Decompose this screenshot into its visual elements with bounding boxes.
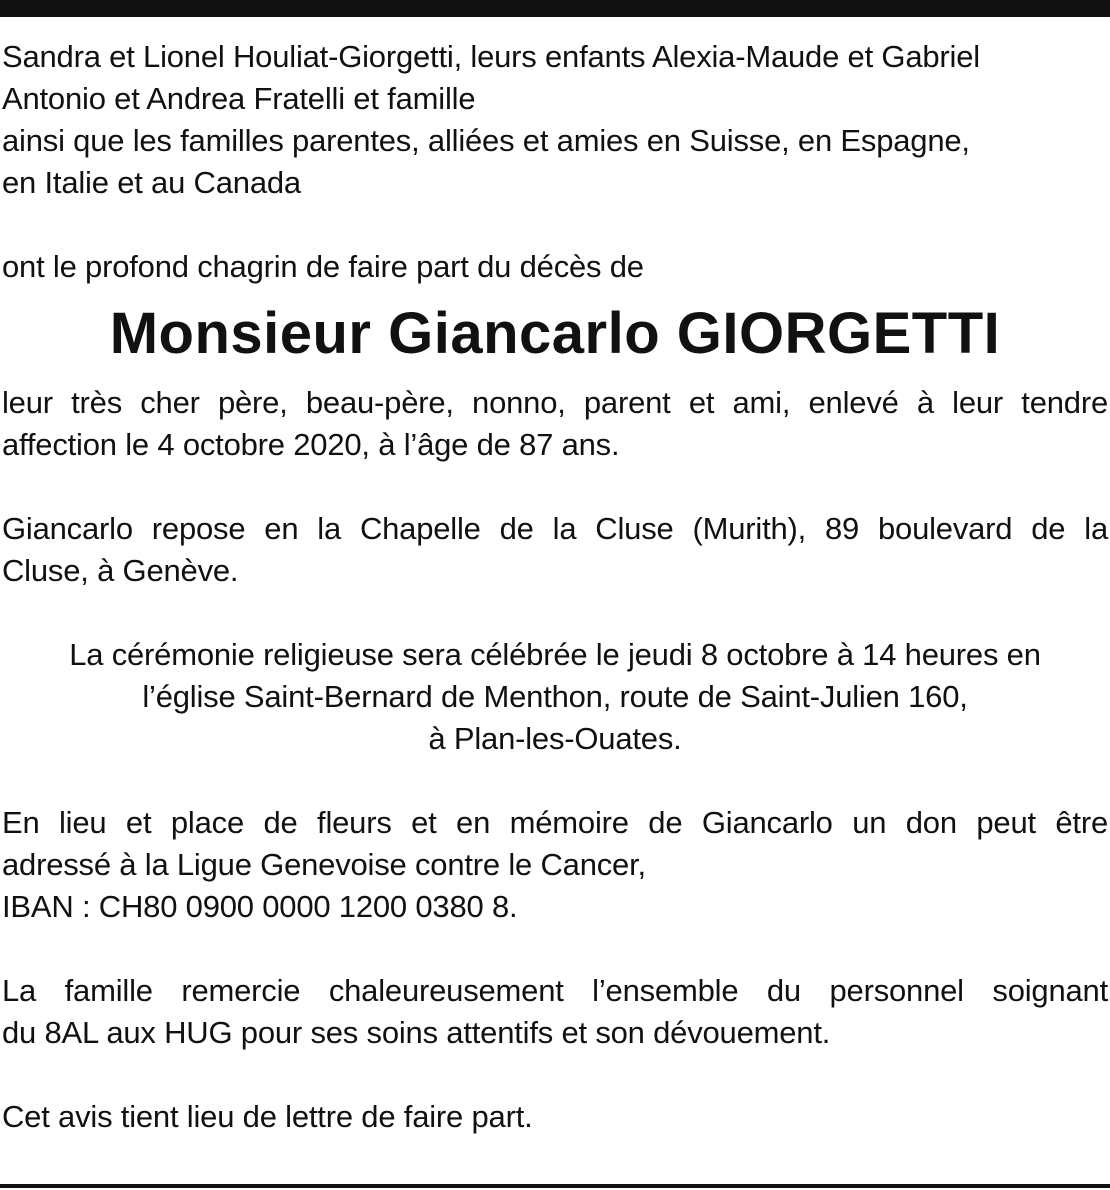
- resting-line: Cluse, à Genève.: [2, 553, 239, 588]
- resting-paragraph: [2, 508, 1108, 592]
- announcement-text: [2, 246, 1108, 288]
- relation-line: affection le 4 octobre 2020, à l’âge de 87 ans.: [2, 427, 620, 462]
- ceremony-line: La cérémonie religieuse sera célébrée le jeudi 8 octobre à 14 heures en: [69, 637, 1041, 672]
- family-paragraph: [2, 36, 1108, 204]
- family-line: Sandra et Lionel Houliat-Giorgetti, leurs enfants Alexia-Maude et Gabriel: [2, 39, 980, 74]
- spacer: [2, 1054, 1108, 1096]
- thanks-paragraph: [2, 970, 1108, 1054]
- relation-line: leur très cher père, beau-père, nonno, parent et ami, enlevé à leur tendre: [2, 385, 1108, 420]
- ceremony-line: l’église Saint-Bernard de Menthon, route de Saint-Julien 160,: [142, 679, 968, 714]
- bottom-rule: [0, 1184, 1110, 1188]
- spacer: [2, 760, 1108, 802]
- resting-line: Giancarlo repose en la Chapelle de la Cluse (Murith), 89 boulevard de la: [2, 511, 1108, 546]
- donation-line: adressé à la Ligue Genevoise contre le Cancer,: [2, 847, 646, 882]
- closing-paragraph: [2, 1096, 1108, 1138]
- closing-line: Cet avis tient lieu de lettre de faire part.: [2, 1099, 533, 1134]
- spacer: [2, 928, 1108, 970]
- thanks-line: La famille remercie chaleureusement l’ensemble du personnel soignant: [2, 973, 1108, 1008]
- spacer: [2, 466, 1108, 508]
- donation-line: En lieu et place de fleurs et en mémoire de Giancarlo un don peut être: [2, 805, 1108, 840]
- family-line: ainsi que les familles parentes, alliées et amies en Suisse, en Espagne,: [2, 123, 970, 158]
- spacer: [2, 592, 1108, 634]
- family-line: Antonio et Andrea Fratelli et famille: [2, 81, 476, 116]
- ceremony-line: à Plan-les-Ouates.: [428, 721, 682, 756]
- family-line: en Italie et au Canada: [2, 165, 301, 200]
- ceremony-paragraph: [2, 634, 1108, 760]
- death-notice: [2, 36, 1108, 1138]
- relation-paragraph: [2, 382, 1108, 466]
- spacer: [2, 204, 1108, 246]
- thanks-line: du 8AL aux HUG pour ses soins attentifs et son dévouement.: [2, 1015, 831, 1050]
- announcement-line: ont le profond chagrin de faire part du décès de: [2, 249, 644, 284]
- donation-paragraph: [2, 802, 1108, 928]
- iban-line: IBAN : CH80 0900 0000 1200 0380 8.: [2, 889, 518, 924]
- deceased-name: Monsieur Giancarlo GIORGETTI: [109, 301, 1001, 366]
- top-rule: [0, 0, 1110, 17]
